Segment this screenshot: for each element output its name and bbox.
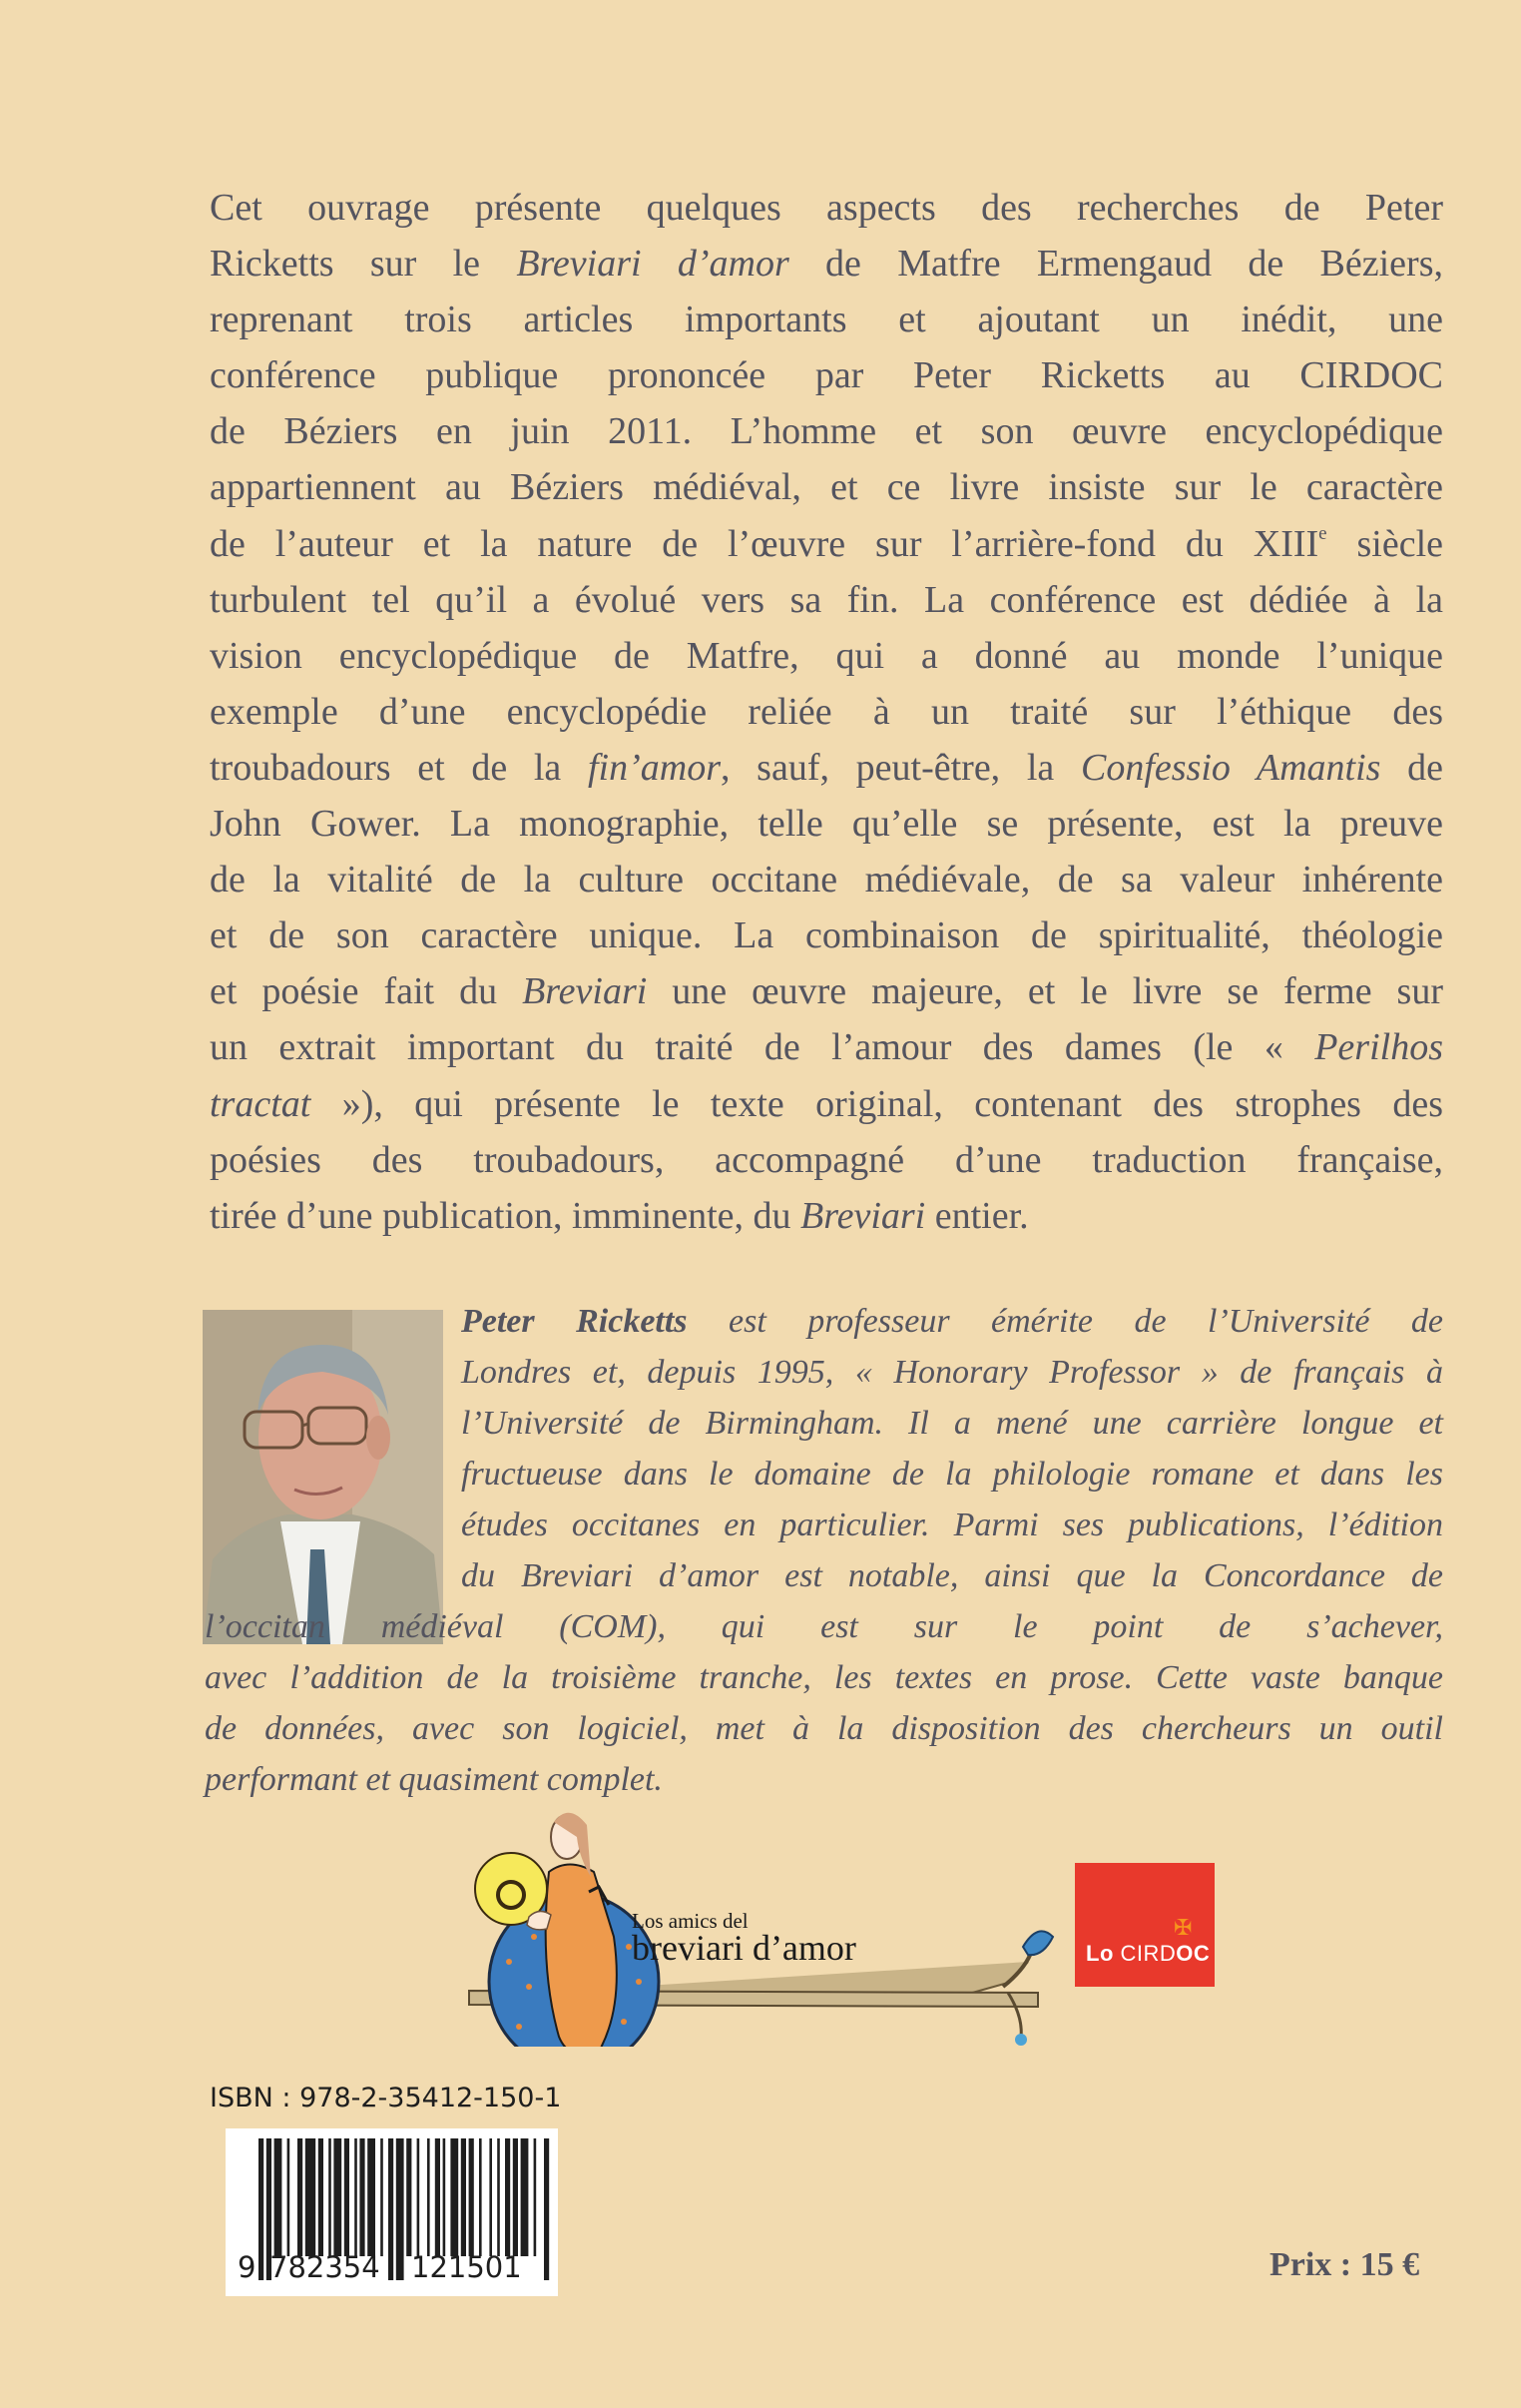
text-line — [210, 180, 1443, 236]
barcode-bar — [333, 2138, 341, 2256]
text-segment: l’occitan médiéval (COM), qui est sur le point de s’achever, — [205, 1608, 1443, 1645]
author-bio-below-photo — [205, 1601, 1443, 1805]
cirdoc-name-a: CIRD — [1120, 1941, 1177, 1966]
text-segment: de la vitalité de la culture occitane médiévale, de sa valeur inhérente — [210, 859, 1443, 902]
text-segment: entier. — [925, 1194, 1029, 1237]
text-line — [461, 1500, 1443, 1550]
italic-text: tractat — [210, 1082, 311, 1125]
text-segment: vision encyclopédique de Matfre, qui a donné au monde l’unique — [210, 634, 1443, 677]
cirdoc-name-b: OC — [1176, 1941, 1211, 1966]
text-segment: appartiennent au Béziers médiéval, et ce livre insiste sur le caractère — [210, 466, 1443, 509]
isbn-label: ISBN : 978-2-35412-150-1 — [210, 2083, 562, 2113]
barcode-bar — [544, 2138, 549, 2280]
amics-illustration — [439, 1797, 1078, 2047]
text-segment: tirée d’une publication, imminente, du — [210, 1194, 801, 1237]
barcode-bar — [534, 2138, 537, 2256]
text-line — [210, 459, 1443, 515]
italic-text: Breviari — [800, 1194, 926, 1237]
text-line — [210, 1188, 1443, 1244]
text-line — [461, 1347, 1443, 1398]
barcode-digit-first: 9 — [238, 2250, 256, 2284]
barcode-bar — [297, 2138, 302, 2256]
text-segment: avec l’addition de la troisième tranche, les textes en prose. Cette vaste banque — [205, 1659, 1443, 1696]
text-line — [210, 684, 1443, 740]
text-line — [205, 1703, 1443, 1754]
text-segment: Londres et, depuis 1995, « Honorary Professor » de français à — [461, 1354, 1443, 1391]
barcode-bar — [505, 2138, 510, 2256]
barcode-bar — [274, 2138, 282, 2256]
text-line — [210, 1076, 1443, 1132]
barcode-bar — [497, 2138, 500, 2256]
italic-text: fin’amor — [587, 746, 721, 789]
text-line — [210, 572, 1443, 628]
author-photo — [203, 1310, 443, 1644]
text-segment: fructueuse dans le domaine de la philologie romane et dans les — [461, 1456, 1443, 1493]
barcode — [226, 2128, 558, 2296]
barcode-bar — [287, 2138, 290, 2256]
text-segment: de — [1380, 746, 1444, 789]
text-segment: l’Université de Birmingham. Il a mené une carrière longue et — [461, 1405, 1443, 1442]
barcode-bar — [443, 2138, 446, 2256]
text-line — [210, 963, 1443, 1019]
text-line — [210, 1132, 1443, 1188]
text-segment: de Béziers en juin 2011. L’homme et son œuvre encyclopédique — [210, 410, 1443, 453]
text-segment: est professeur émérite de l’Université de — [687, 1303, 1444, 1340]
text-line — [210, 852, 1443, 907]
text-segment: études occitanes en particulier. Parmi ses publications, l’édition — [461, 1506, 1443, 1543]
barcode-bar — [388, 2138, 393, 2280]
text-segment: et de son caractère unique. La combinaison de spiritualité, théologie — [210, 914, 1443, 957]
text-segment: John Gower. La monographie, telle qu’elle se présente, est la preuve — [210, 803, 1443, 846]
text-line — [461, 1449, 1443, 1500]
barcode-bar — [479, 2138, 482, 2256]
barcode-bar — [427, 2138, 430, 2256]
barcode-bar — [513, 2138, 518, 2256]
text-segment: siècle — [1326, 522, 1443, 565]
text-line — [210, 292, 1443, 347]
barcode-bar — [344, 2138, 349, 2256]
superscript: e — [1318, 522, 1327, 544]
cirdoc-prefix: Lo — [1086, 1941, 1121, 1966]
text-line — [461, 1296, 1443, 1347]
price-label: Prix : 15 € — [1269, 2246, 1420, 2283]
italic-text: Breviari d’amor — [516, 243, 789, 286]
barcode-bar — [328, 2138, 331, 2256]
barcode-bar — [417, 2138, 420, 2256]
barcode-digits-right: 121501 — [411, 2250, 522, 2284]
text-line — [210, 516, 1443, 572]
text-segment: reprenant trois articles importants et ajoutant un inédit, une — [210, 299, 1443, 341]
text-line — [205, 1652, 1443, 1703]
text-line — [210, 1019, 1443, 1075]
barcode-bar — [367, 2138, 375, 2256]
text-segment: une œuvre majeure, et le livre se ferme sur — [647, 970, 1443, 1013]
amics-breviari-logo — [439, 1797, 1078, 2047]
text-line — [210, 236, 1443, 292]
text-segment: de données, avec son logiciel, met à la disposition des chercheurs un outil — [205, 1710, 1443, 1747]
text-segment: conférence publique prononcée par Peter Ricketts au CIRDOC — [210, 354, 1443, 397]
barcode-bar — [450, 2138, 458, 2256]
barcode-bar — [354, 2138, 357, 2256]
barcode-bar — [406, 2138, 411, 2256]
barcode-digits-left: 782354 — [269, 2250, 380, 2284]
barcode-bar — [359, 2138, 364, 2256]
text-line — [210, 347, 1443, 403]
text-segment: de l’auteur et la nature de l’œuvre sur l’arrière-fond du XIII — [210, 522, 1319, 565]
barcode-bar — [461, 2138, 466, 2256]
author-portrait-image — [203, 1310, 443, 1644]
text-segment: troubadours et de la — [210, 746, 588, 789]
occitan-cross-icon: ✠ — [1174, 1915, 1193, 1940]
text-segment: un extrait important du traité de l’amour des dames (le « — [210, 1026, 1315, 1069]
text-line — [461, 1550, 1443, 1601]
italic-text: Confessio Amantis — [1080, 746, 1381, 789]
cirdoc-logo — [1075, 1863, 1215, 1987]
text-line — [210, 403, 1443, 459]
text-segment: turbulent tel qu’il a évolué vers sa fin. La conférence est dédiée à la — [210, 578, 1443, 621]
barcode-bar — [318, 2138, 323, 2256]
barcode-bar — [380, 2138, 383, 2256]
barcode-bar — [258, 2138, 263, 2280]
summary-paragraph — [210, 180, 1443, 1244]
bold-text: Peter Ricketts — [461, 1303, 688, 1340]
barcode-bar — [489, 2138, 492, 2256]
text-line — [461, 1398, 1443, 1449]
text-segment: du Breviari d’amor est notable, ainsi que la Concordance de — [461, 1557, 1443, 1594]
text-segment: et poésie fait du — [210, 970, 523, 1013]
barcode-bar — [305, 2138, 315, 2256]
amics-logo-line1: Los amics del — [632, 1909, 749, 1933]
text-segment: Ricketts sur le — [210, 243, 517, 286]
text-line — [210, 907, 1443, 963]
cirdoc-logo-text — [1086, 1941, 1210, 1967]
text-line — [210, 740, 1443, 796]
barcode-bar — [521, 2138, 529, 2256]
barcode-bar — [435, 2138, 440, 2256]
text-segment: Cet ouvrage présente quelques aspects des recherches de Peter — [210, 187, 1443, 229]
text-line — [210, 628, 1443, 684]
italic-text: Breviari — [522, 970, 648, 1013]
text-segment: , sauf, peut-être, la — [720, 746, 1081, 789]
text-segment: exemple d’une encyclopédie reliée à un traité sur l’éthique des — [210, 690, 1443, 733]
text-segment: »), qui présente le texte original, contenant des strophes des — [310, 1082, 1443, 1125]
text-line — [205, 1601, 1443, 1652]
text-segment: performant et quasiment complet. — [205, 1761, 663, 1798]
text-segment: de Matfre Ermengaud de Béziers, — [788, 243, 1443, 286]
text-line — [210, 796, 1443, 852]
italic-text: Perilhos — [1314, 1026, 1443, 1069]
amics-logo-line2: breviari d’amor — [632, 1928, 856, 1968]
author-bio-beside-photo — [461, 1296, 1443, 1601]
text-segment: poésies des troubadours, accompagné d’une traduction française, — [210, 1138, 1443, 1181]
barcode-bar — [469, 2138, 474, 2256]
barcode-bar — [396, 2138, 404, 2280]
